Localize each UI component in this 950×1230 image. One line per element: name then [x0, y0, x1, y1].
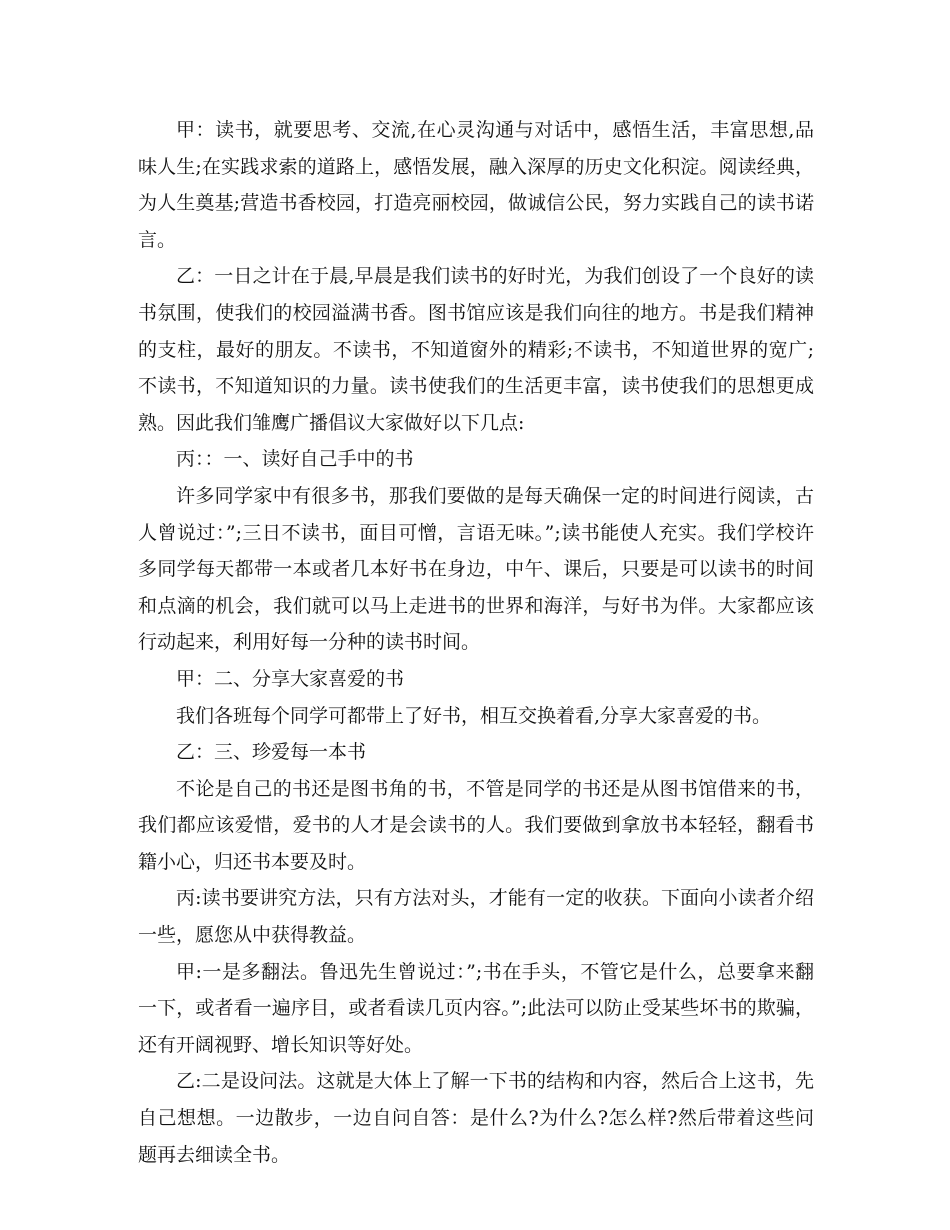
section-heading-2: 甲：二、分享大家喜爱的书 — [176, 667, 405, 690]
paragraph-8: 乙:二是设问法。这就是大体上了解一下书的结构和内容，然后合上这书，先自己想想。一边散步，一边自问自答：是什么?为什么?怎么样?然后带着这些问题再去细读全书。 — [138, 1070, 814, 1166]
document-body — [138, 112, 814, 1173]
paragraph-3: 许多同学家中有很多书，那我们要做的是每天确保一定的时间进行阅读，古人曾说过：”;三日不读书，面目可憎，言语无味。”;读书能使人充实。我们学校许多同学每天都带一本或者几本好书在身边，中午、课后，只要是可以读书的时间和点滴的机会，我们就可以马上走进书的世界和海洋，与好书为伴。大家都应该行动起来，利用好每一分种的读书时间。 — [138, 484, 814, 654]
paragraph-5: 不论是自己的书还是图书角的书，不管是同学的书还是从图书馆借来的书，我们都应该爱惜，爱书的人才是会读书的人。我们要做到拿放书本轻轻，翻看书籍小心，归还书本要及时。 — [138, 777, 814, 873]
section-heading-1: 丙：：一、读好自己手中的书 — [176, 448, 414, 471]
paragraph-6: 丙:读书要讲究方法，只有方法对头，才能有一定的收获。下面向小读者介绍一些，愿您从中获得教益。 — [138, 887, 814, 947]
paragraph-1: 甲：读书，就要思考、交流,在心灵沟通与对话中，感悟生活，丰富思想,品味人生;在实践求索的道路上，感悟发展，融入深厚的历史文化积淀。阅读经典，为人生奠基;营造书香校园，打造亮丽校园，做诚信公民，努力实践自己的读书诺言。 — [138, 119, 814, 251]
section-heading-3: 乙：三、珍爱每一本书 — [176, 741, 367, 764]
paragraph-4: 我们各班每个同学可都带上了好书，相互交换着看,分享大家喜爱的书。 — [176, 704, 772, 727]
paragraph-7: 甲:一是多翻法。鲁迅先生曾说过：”;书在手头，不管它是什么，总要拿来翻一下，或者看一遍序目，或者看读几页内容。”;此法可以防止受某些坏书的欺骗，还有开阔视野、增长知识等好处。 — [138, 960, 814, 1056]
paragraph-2: 乙：一日之计在于晨,早晨是我们读书的好时光，为我们创设了一个良好的读书氛围，使我们的校园溢满书香。图书馆应该是我们向往的地方。书是我们精神的支柱，最好的朋友。不读书，不知道窗外的精彩;不读书，不知道世界的宽广;不读书，不知道知识的力量。读书使我们的生活更丰富，读书使我们的思想更成熟。因此我们雏鹰广播倡议大家做好以下几点: — [138, 265, 814, 434]
